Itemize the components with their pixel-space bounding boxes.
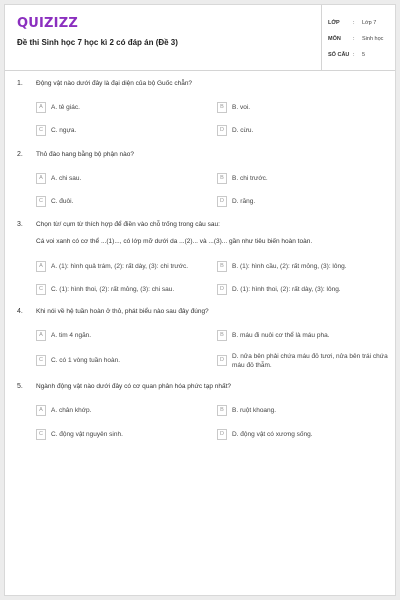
meta-table (321, 5, 395, 71)
question-number: 1. (17, 80, 23, 87)
option-text: C. (1): hình thoi, (2): rất mỏng, (3): chi sau. (51, 286, 175, 293)
option-letter-box: A (36, 330, 46, 341)
option-text: A. (1): hình quả trám, (2): rất dày, (3): chi trước. (51, 263, 189, 270)
question-text: Ngành động vật nào dưới đây có cơ quan phân hóa phức tạp nhất? (36, 383, 232, 390)
option-letter-box: C (36, 355, 46, 366)
meta-value: Lớp 7 (362, 20, 377, 26)
meta-separator: : (353, 52, 355, 58)
option-letter-box: A (36, 173, 46, 184)
option-letter-box: D (217, 284, 227, 295)
option-letter-box: C (36, 429, 46, 440)
option-text: B. voi. (232, 104, 251, 111)
option-letter-box: C (36, 125, 46, 136)
meta-value: Sinh học (362, 36, 384, 42)
meta-key: MÔN (328, 36, 341, 42)
option-text: A. chân khớp. (51, 407, 92, 414)
worksheet-page (4, 4, 396, 596)
question-number: 4. (17, 308, 23, 315)
question-subtext: Cá voi xanh có cơ thể ...(1)..., có lớp mỡ dưới da ...(2)... và ...(3)... gần như tiêu biến hoàn toàn. (36, 238, 313, 245)
option-text: B. máu đi nuôi cơ thể là máu pha. (232, 332, 330, 339)
option-text: A. chi sau. (51, 175, 82, 182)
meta-row-count (322, 45, 396, 63)
option-letter-box: B (217, 173, 227, 184)
option-letter-box: B (217, 330, 227, 341)
option-letter-box: D (217, 196, 227, 207)
option-letter-box: B (217, 261, 227, 272)
option-text: C. có 1 vòng tuần hoàn. (51, 357, 121, 364)
option-text: D. nửa bên phải chứa máu đỏ tươi, nửa bên trái chứa máu đỏ thẫm. (232, 353, 388, 369)
option-text: C. ngựa. (51, 127, 77, 134)
option-text: C. đuôi. (51, 198, 74, 205)
meta-key: SỐ CÂU (328, 52, 350, 58)
question-number: 2. (17, 151, 23, 158)
meta-key: LỚP (328, 20, 340, 26)
meta-value: 5 (362, 52, 366, 58)
option-letter-box: C (36, 196, 46, 207)
option-text: B. chi trước. (232, 175, 268, 182)
question-text: Chọn từ/ cụm từ thích hợp để điền vào chỗ trống trong câu sau: (36, 221, 220, 228)
meta-separator: : (353, 20, 355, 26)
quizizz-logo: QUIZIZZ (17, 16, 78, 31)
option-text: D. (1): hình thoi, (2): rất dày, (3): lông. (232, 286, 341, 293)
option-letter-box: A (36, 405, 46, 416)
option-letter-box: A (36, 102, 46, 113)
meta-separator: : (353, 36, 355, 42)
option-letter-box: D (217, 429, 227, 440)
question-text: Khi nói về hệ tuần hoàn ở thỏ, phát biểu nào sau đây đúng? (36, 308, 209, 315)
option-text: D. răng. (232, 198, 256, 205)
worksheet-header (5, 5, 395, 71)
option-letter-box: A (36, 261, 46, 272)
question-number: 5. (17, 383, 23, 390)
question-text: Động vật nào dưới đây là đại diện của bộ Guốc chẵn? (36, 80, 193, 87)
option-text: C. động vật nguyên sinh. (51, 431, 123, 438)
option-text: D. động vật có xương sống. (232, 431, 313, 438)
option-letter-box: D (217, 355, 227, 366)
option-letter-box: B (217, 102, 227, 113)
option-letter-box: B (217, 405, 227, 416)
question-number: 3. (17, 221, 23, 228)
option-text: B. ruột khoang. (232, 407, 277, 414)
option-letter-box: C (36, 284, 46, 295)
option-letter-box: D (217, 125, 227, 136)
option-text: A. tim 4 ngăn. (51, 332, 92, 339)
page-title: Đề thi Sinh học 7 học kì 2 có đáp án (Đề 3) (17, 38, 178, 47)
option-text: D. cừu. (232, 127, 254, 134)
option-text: B. (1): hình cầu, (2): rất mỏng, (3): lông. (232, 263, 347, 270)
question-text: Thỏ đào hang bằng bộ phận nào? (36, 151, 134, 158)
option-text: A. tê giác. (51, 104, 80, 111)
